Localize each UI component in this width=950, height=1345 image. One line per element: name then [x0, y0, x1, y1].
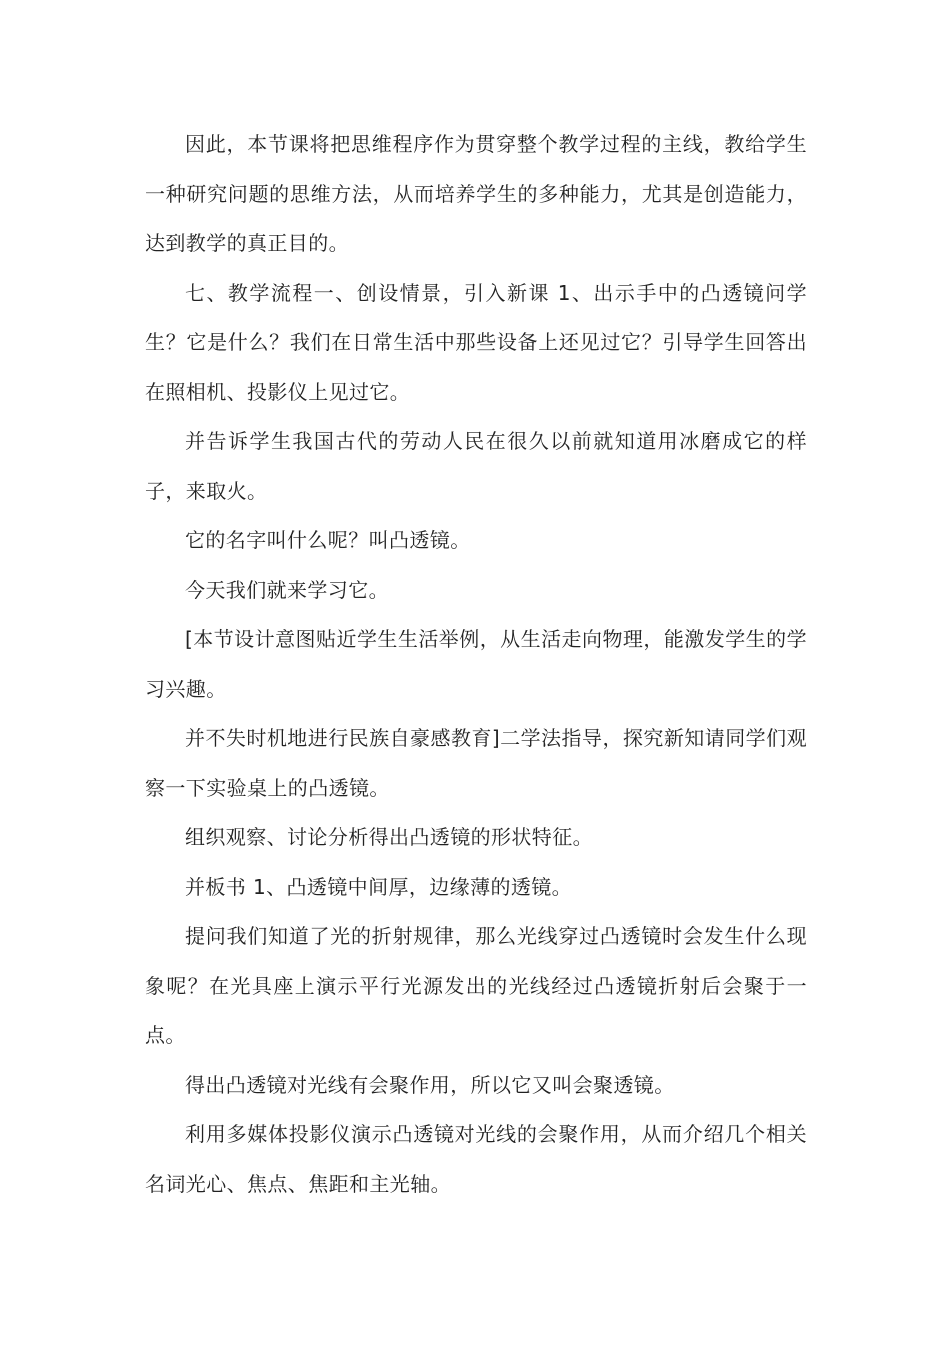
paragraph: 它的名字叫什么呢？叫凸透镜。	[185, 528, 471, 552]
paragraph: [本节设计意图贴近学生生活举例，从生活走向物理，能激发学生的学习兴趣。	[145, 627, 807, 701]
document-body	[145, 120, 807, 1209]
paragraph: 今天我们就来学习它。	[185, 577, 389, 602]
paragraph: 并板书 1、凸透镜中间厚，边缘薄的透镜。	[185, 874, 573, 899]
paragraph: 利用多媒体投影仪演示凸透镜对光线的会聚作用，从而介绍几个相关名词光心、焦点、焦距和主光轴。	[145, 1122, 807, 1196]
paragraph: 并告诉学生我国古代的劳动人民在很久以前就知道用冰磨成它的样子，来取火。	[145, 429, 807, 503]
paragraph: 七、教学流程一、创设情景，引入新课 1、出示手中的凸透镜问学生？它是什么？我们在日常生活中那些设备上还见过它？引导学生回答出在照相机、投影仪上见过它。	[145, 280, 807, 404]
paragraph: 因此，本节课将把思维程序作为贯穿整个教学过程的主线，教给学生一种研究问题的思维方法，从而培养学生的多种能力，尤其是创造能力，达到教学的真正目的。	[145, 132, 807, 255]
paragraph: 提问我们知道了光的折射规律，那么光线穿过凸透镜时会发生什么现象呢？在光具座上演示平行光源发出的光线经过凸透镜折射后会聚于一点。	[145, 924, 807, 1047]
paragraph: 组织观察、讨论分析得出凸透镜的形状特征。	[185, 825, 593, 849]
paragraph: 得出凸透镜对光线有会聚作用，所以它又叫会聚透镜。	[185, 1072, 675, 1097]
paragraph: 并不失时机地进行民族自豪感教育]二学法指导，探究新知请同学们观察一下实验桌上的凸透镜。	[145, 726, 807, 800]
